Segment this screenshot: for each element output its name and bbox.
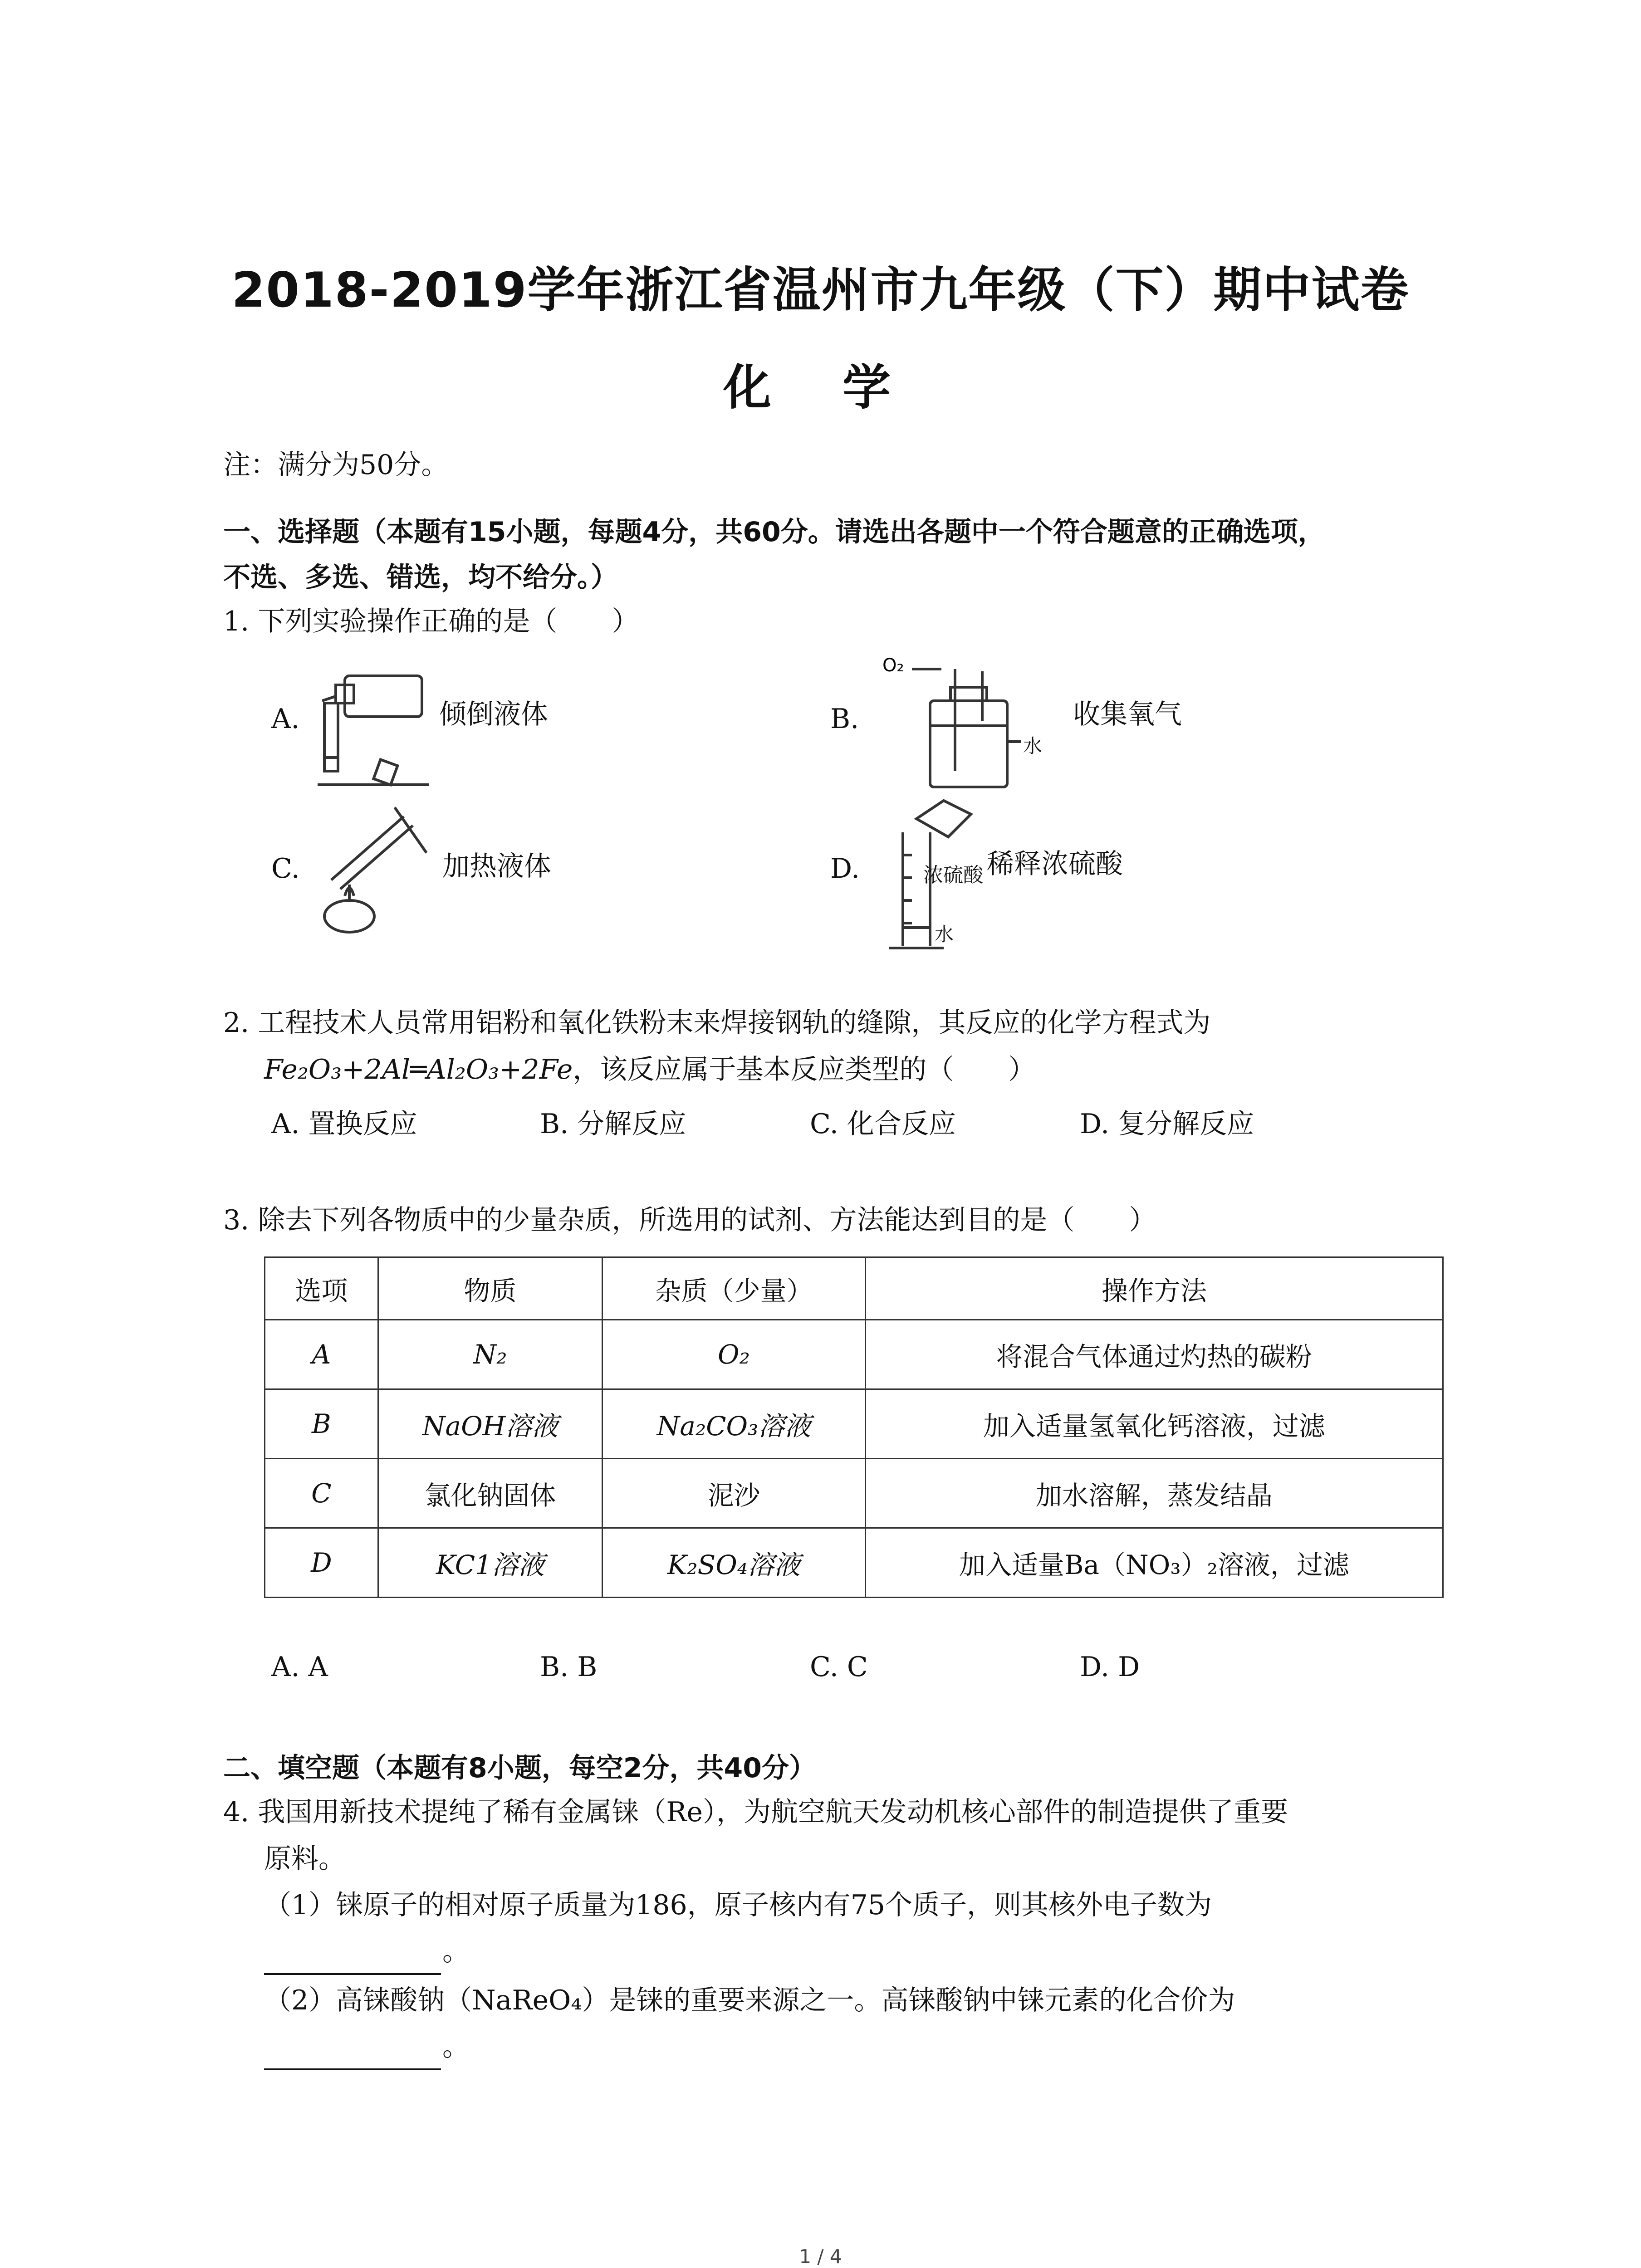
heat-liquid-diagram (313, 803, 436, 939)
q4-sub1-end: 。 (442, 1936, 470, 1967)
table-header-cell: 物质 (378, 1257, 603, 1320)
table-header-row (265, 1257, 1443, 1320)
q2-option-b: B. 分解反应 (540, 1108, 686, 1140)
table-cell: 泥沙 (603, 1459, 865, 1528)
section2-heading: 二、填空题（本题有8小题，每空2分，共40分） (223, 1752, 816, 1784)
table-cell: O₂ (603, 1320, 865, 1389)
q1-water-label-b: 水 (1023, 735, 1043, 757)
q3-option-c: C. C (810, 1651, 868, 1683)
q3-table (264, 1256, 1444, 1598)
q1-acid-label: 浓硫酸 (923, 864, 983, 887)
q1-option-b-caption: 收集氧气 (1073, 699, 1182, 730)
table-cell: KC1溶液 (378, 1528, 603, 1598)
q1-option-a-caption: 倾倒液体 (439, 699, 548, 730)
table-cell: 加水溶解，蒸发结晶 (865, 1459, 1443, 1528)
q2-stem-line2: ，该反应属于基本反应类型的（ ） (573, 1054, 1036, 1085)
section1-heading-line1: 一、选择题（本题有15小题，每题4分，共60分。请选出各题中一个符合题意的正确选项， (223, 516, 1325, 548)
table-cell: 加入适量氢氧化钙溶液，过滤 (865, 1389, 1443, 1459)
table-cell: 加入适量Ba（NO₃）₂溶液，过滤 (865, 1528, 1443, 1598)
q4-sub2-end: 。 (442, 2031, 470, 2063)
table-cell: N₂ (378, 1320, 603, 1389)
table-header-cell: 选项 (265, 1257, 378, 1320)
q2-option-c: C. 化合反应 (810, 1108, 956, 1140)
q3-option-a: A. A (271, 1651, 328, 1683)
q1-gas-label: O₂ (882, 655, 904, 676)
table-cell: 将混合气体通过灼热的碳粉 (865, 1320, 1443, 1389)
q1-option-c-caption: 加热液体 (442, 850, 551, 882)
q3-option-d: D. D (1080, 1651, 1140, 1683)
table-cell: Na₂CO₃溶液 (603, 1389, 865, 1459)
table-cell: K₂SO₄溶液 (603, 1528, 865, 1598)
q1-water-label-d: 水 (935, 923, 954, 945)
section1-heading-line2: 不选、多选、错选，均不给分。） (223, 562, 618, 593)
table-cell: C (265, 1459, 378, 1528)
q3-stem: 3. 除去下列各物质中的少量杂质，所选用的试剂、方法能达到目的是（ ） (223, 1204, 1156, 1236)
q4-answer-blank-2[interactable] (264, 2068, 441, 2070)
q4-stem-line1: 4. 我国用新技术提纯了稀有金属铼（Re），为航空航天发动机核心部件的制造提供了重要 (223, 1796, 1288, 1828)
score-note: 注：满分为50分。 (223, 449, 449, 481)
q1-option-d-caption: 稀释浓硫酸 (987, 848, 1123, 880)
table-row (265, 1389, 1443, 1459)
page-title: 2018-2019学年浙江省温州市九年级（下）期中试卷 (231, 262, 1410, 318)
table-row (265, 1459, 1443, 1528)
pour-liquid-diagram (318, 653, 436, 789)
q2-stem-line1: 2. 工程技术人员常用铝粉和氧化铁粉末来焊接钢轨的缝隙，其反应的化学方程式为 (223, 1007, 1211, 1039)
q3-option-b: B. B (540, 1651, 598, 1683)
q2-option-d: D. 复分解反应 (1080, 1108, 1254, 1140)
q2-option-a: A. 置换反应 (271, 1108, 417, 1140)
q1-option-d-letter: D. (830, 853, 860, 885)
subject-title: 化 学 (723, 360, 918, 415)
page-number: 1 / 4 (799, 2245, 842, 2268)
q1-option-c-letter: C. (271, 853, 300, 885)
q4-sub2: （2）高铼酸钠（NaReO₄）是铼的重要来源之一。高铼酸钠中铼元素的化合价为 (264, 1984, 1235, 2016)
q4-stem-line2: 原料。 (264, 1843, 346, 1875)
table-header-cell: 操作方法 (865, 1257, 1443, 1320)
q4-sub1: （1）铼原子的相对原子质量为186，原子核内有75个质子，则其核外电子数为 (264, 1889, 1212, 1921)
q1-option-b-letter: B. (830, 703, 859, 735)
q2-equation: Fe₂O₃+2Al═Al₂O₃+2Fe (264, 1054, 573, 1085)
table-row (265, 1528, 1443, 1598)
table-cell: NaOH溶液 (378, 1389, 603, 1459)
q4-answer-blank-1[interactable] (264, 1973, 441, 1975)
table-cell: A (265, 1320, 378, 1389)
q1-option-a-letter: A. (271, 703, 300, 735)
table-cell: B (265, 1389, 378, 1459)
table-cell: D (265, 1528, 378, 1598)
table-cell: 氯化钠固体 (378, 1459, 603, 1528)
collect-oxygen-diagram (882, 649, 1037, 794)
q1-stem: 1. 下列实验操作正确的是（ ） (223, 606, 639, 637)
table-row (265, 1320, 1443, 1389)
table-header-cell: 杂质（少量） (603, 1257, 865, 1320)
